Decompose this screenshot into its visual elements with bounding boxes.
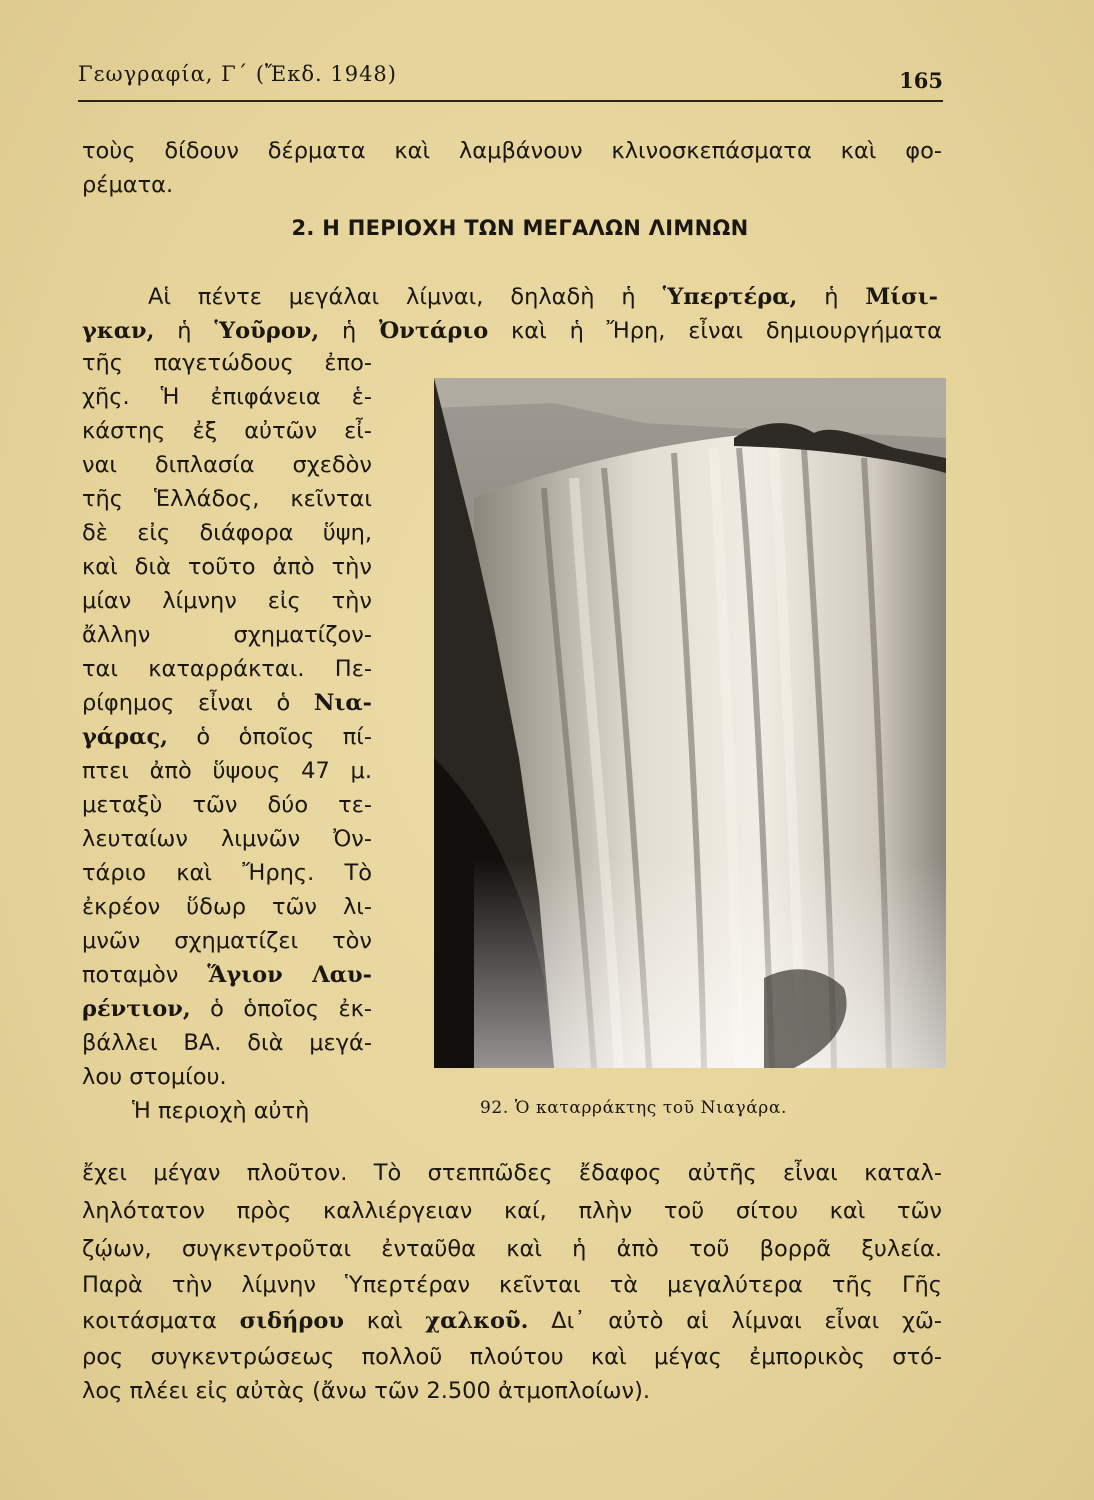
text-line: τάριο καὶ Ἤρης. Τὸ: [82, 860, 372, 886]
text-line: ζῴων, συγκεντροῦται ἐνταῦθα καὶ ἡ ἀπὸ τοῦ βορρᾶ ξυλεία.: [82, 1236, 942, 1262]
text-line: γάρας, ὁ ὁποῖος πί-: [82, 724, 372, 750]
text-line: τῆς Ἑλλάδος, κεῖνται: [82, 486, 372, 512]
text-line: χῆς. Ἡ ἐπιφάνεια ἑ-: [82, 384, 372, 410]
figure-caption: 92. Ὁ καταρράκτης τοῦ Νιαγάρα.: [480, 1098, 787, 1118]
running-title: Γεωγραφία, Γ΄ (Ἔκδ. 1948): [78, 62, 397, 86]
text-line: βάλλει ΒΑ. διὰ μεγά-: [82, 1030, 372, 1056]
text-line: ἔχει μέγαν πλοῦτον. Τὸ στεππῶδες ἔδαφος αὐτῆς εἶναι καταλ-: [82, 1160, 942, 1186]
text-line: λευταίων λιμνῶν Ὀν-: [82, 826, 372, 852]
text-line: Ἡ περιοχὴ αὐτὴ: [132, 1098, 310, 1124]
niagara-falls-photo: [434, 378, 946, 1068]
text-line: μεταξὺ τῶν δύο τε-: [82, 792, 372, 818]
text-line: λου στομίου.: [82, 1064, 227, 1090]
text-line: ρος συγκεντρώσεως πολλοῦ πλούτου καὶ μέγας ἐμπορικὸς στό-: [82, 1344, 942, 1370]
text-line: ἐκρέον ὕδωρ τῶν λι-: [82, 894, 372, 920]
text-line: ληλότατον πρὸς καλλιέργειαν καί, πλὴν τοῦ σίτου καὶ τῶν: [82, 1198, 942, 1224]
text-line: καὶ διὰ τοῦτο ἀπὸ τὴν: [82, 554, 372, 580]
text-line: ποταμὸν Ἅγιον Λαυ-: [82, 962, 372, 988]
text-line: δὲ εἰς διάφορα ὕψη,: [82, 520, 372, 546]
paragraph-line: γκαν, ἡ Ὑοῦρον, ἡ Ὀντάριο καὶ ἡ Ἤρη, εἶναι δημιουργήματα: [82, 318, 942, 344]
text-line: κάστης ἐξ αὐτῶν εἶ-: [82, 418, 372, 444]
mist: [474, 858, 946, 1068]
page-header: [78, 60, 943, 102]
text-line: τοὺς δίδουν δέρματα καὶ λαμβάνουν κλινοσκεπάσματα καὶ φο-: [82, 138, 942, 164]
text-line: ναι διπλασία σχεδὸν: [82, 452, 372, 478]
text-line: μνῶν σχηματίζει τὸν: [82, 928, 372, 954]
text-line: ἄλλην σχηματίζον-: [82, 622, 372, 648]
text-line: ρέντιον, ὁ ὁποῖος ἐκ-: [82, 996, 372, 1022]
text-line: ρέματα.: [82, 172, 174, 198]
page-number: 165: [899, 68, 943, 93]
text-line: πτει ἀπὸ ὕψους 47 μ.: [82, 758, 372, 784]
text-line: Παρὰ τὴν λίμνην Ὑπερτέραν κεῖνται τὰ μεγαλύτερα τῆς Γῆς: [82, 1272, 942, 1298]
text-line: ρίφημος εἶναι ὁ Νια-: [82, 690, 372, 716]
section-heading: 2. Η ΠΕΡΙΟΧΗ ΤΩΝ ΜΕΓΑΛΩΝ ΛΙΜΝΩΝ: [291, 216, 749, 240]
text-line: λος πλέει εἰς αὐτὰς (ἄνω τῶν 2.500 ἀτμοπλοίων).: [82, 1378, 650, 1404]
text-line: κοιτάσματα σιδήρου καὶ χαλκοῦ. Δι᾿ αὐτὸ αἱ λίμναι εἶναι χῶ-: [82, 1308, 942, 1334]
text-line: ται καταρράκται. Πε-: [82, 656, 372, 682]
text-line: τῆς παγετώδους ἐπο-: [82, 350, 372, 376]
paragraph-line: Αἱ πέντε μεγάλαι λίμναι, δηλαδὴ ἡ Ὑπερτέρα, ἡ Μίσι-: [148, 284, 938, 310]
text-line: μίαν λίμνην εἰς τὴν: [82, 588, 372, 614]
